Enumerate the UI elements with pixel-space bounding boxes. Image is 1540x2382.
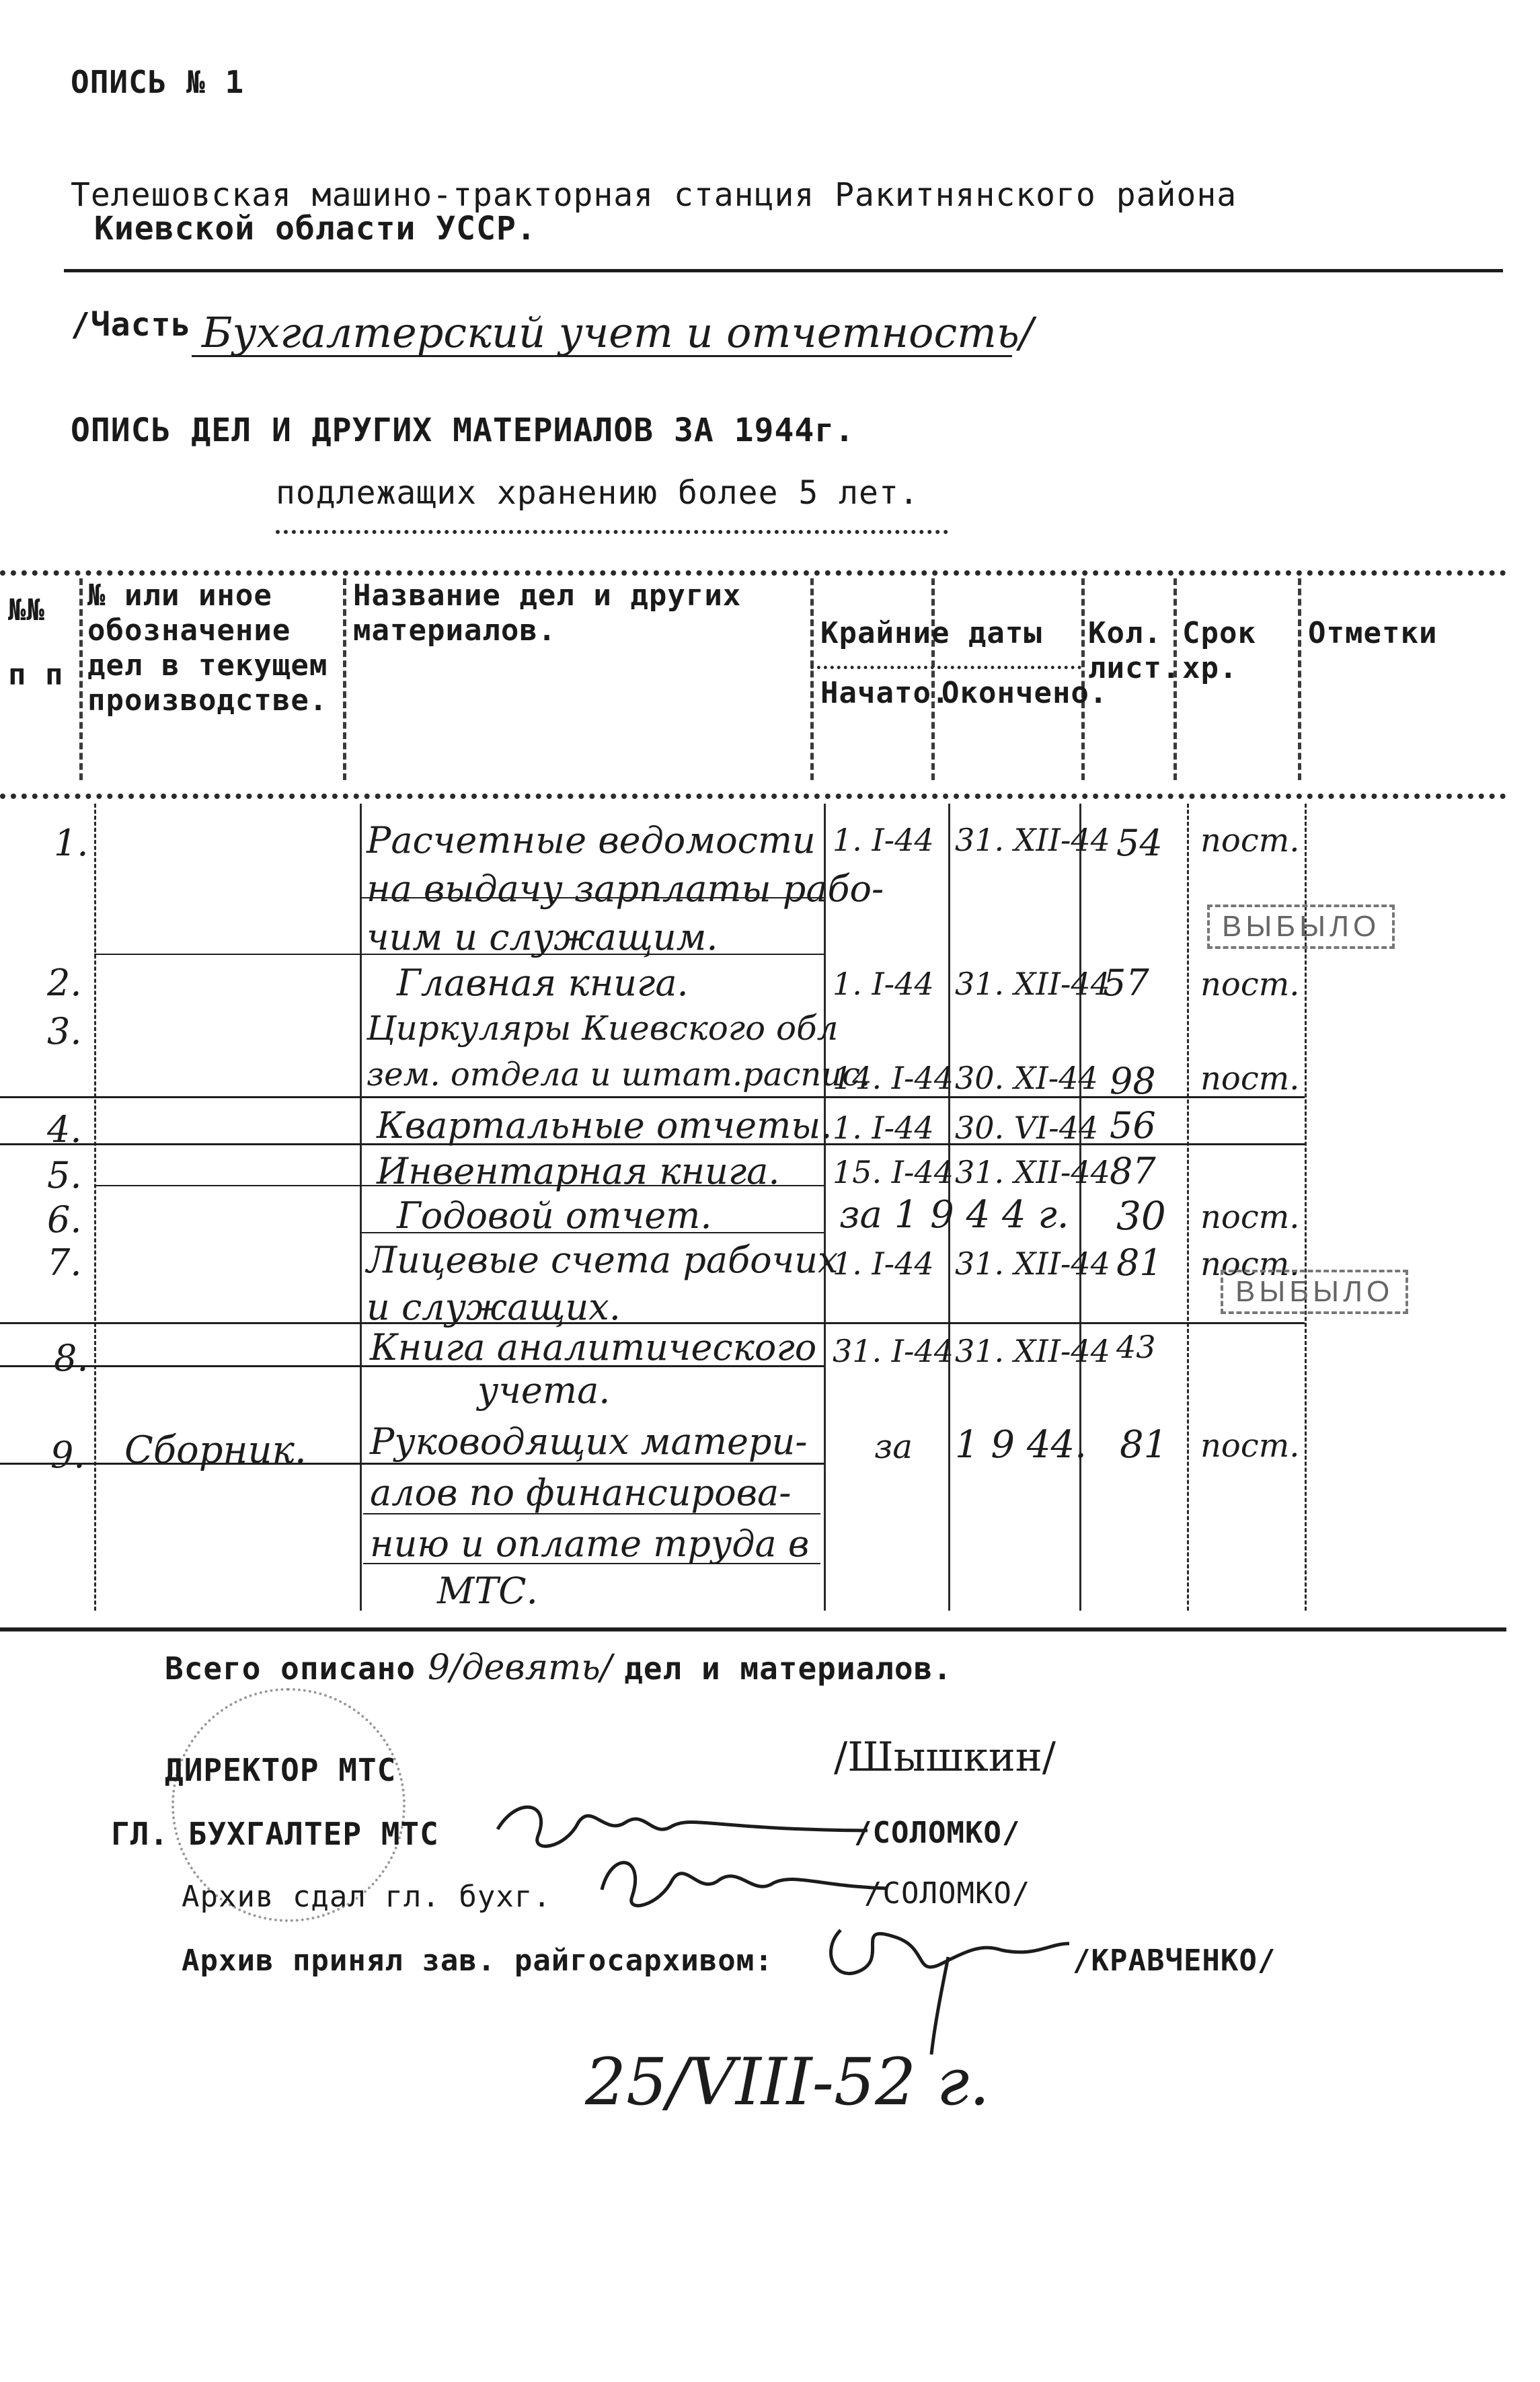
col-divider (360, 804, 362, 1611)
subtitle-dotted-rule (276, 530, 948, 534)
row-sheets: 98 (1110, 1060, 1156, 1102)
col-divider (824, 804, 826, 1611)
archive-took-label: Архив принял зав. райгосархивом: (182, 1944, 773, 1978)
col-divider (343, 578, 346, 780)
row-number: 8. (54, 1337, 89, 1379)
organization-line-2: Киевской области УССР. (94, 210, 537, 247)
col-divider (79, 578, 83, 780)
row-number: 5. (47, 1154, 82, 1196)
row-sheets: 57 (1103, 962, 1149, 1004)
row-end-date: 31. XII-44 (955, 822, 1110, 858)
row-sheets: 30 (1116, 1193, 1166, 1239)
director-name: /Шышкин/ (834, 1734, 1056, 1781)
row-rule (360, 1232, 824, 1233)
row-end-date: 31. XII-44 (955, 1245, 1110, 1282)
director-label: ДИРЕКТОР МТС (165, 1752, 397, 1788)
row-rule (94, 1185, 824, 1186)
archive-took-name: /КРАВЧЕНКО/ (1073, 1944, 1276, 1978)
row-term: пост. (1200, 966, 1300, 1003)
row-rule (360, 897, 824, 898)
part-underline (192, 355, 1012, 357)
col-header-sheets: Кол. лист. (1088, 616, 1181, 685)
total-suffix: дел и материалов. (624, 1650, 953, 1687)
row-name: Расчетные ведомости (367, 819, 816, 861)
row-end-date: 31. XII-44 (955, 1154, 1110, 1190)
col-divider (810, 578, 814, 780)
row-sheets: 81 (1116, 1241, 1163, 1284)
row-start-date: 15. I-44 (833, 1154, 954, 1190)
row-start-date: 1. I-44 (833, 966, 934, 1002)
row-start-date: 1. I-44 (833, 1245, 934, 1282)
row-start-date: 31. I-44 (833, 1333, 954, 1369)
row-rule (94, 954, 824, 955)
archive-gave-label: Архив сдал гл. бухг. (182, 1880, 551, 1914)
col-divider (94, 804, 96, 1611)
row-rule (363, 1563, 820, 1564)
row-term: пост. (1200, 1198, 1300, 1236)
row-end-date: 30. VI-44 (955, 1110, 1099, 1146)
row-name: зем. отдела и штат.распис. (367, 1056, 871, 1093)
row-end-date: 1 9 44. (955, 1423, 1087, 1467)
total-label: Всего описано (165, 1650, 416, 1687)
organization-line-1: Телешовская машино-тракторная станция Ракитнянского района (71, 176, 1237, 214)
row-index: Сборник. (124, 1428, 307, 1472)
row-name: Квартальные отчеты. (377, 1104, 833, 1147)
row-number: 6. (47, 1198, 82, 1241)
row-name: Годовой отчет. (397, 1194, 712, 1237)
col-header-name: Название дел и других материалов. (353, 578, 742, 648)
row-start-date: 1. I-44 (833, 822, 934, 858)
row-name: Инвентарная книга. (377, 1150, 780, 1192)
col-header-number: №№ п п (8, 593, 64, 692)
row-rule (0, 1322, 1305, 1324)
row-number: 2. (47, 962, 82, 1004)
row-sheets: 81 (1120, 1423, 1168, 1467)
row-number: 9. (50, 1434, 85, 1476)
row-number: 3. (47, 1010, 82, 1052)
row-name: Главная книга. (397, 962, 689, 1004)
row-end-date: 31. XII-44 (955, 1333, 1110, 1369)
row-name: Книга аналитического (370, 1326, 817, 1369)
row-number: 1. (54, 822, 89, 864)
col-header-dates: Крайние даты (820, 616, 1042, 650)
row-name: и служащих. (367, 1286, 621, 1328)
part-label: /Часть (71, 306, 192, 344)
col-header-notes: Отметки (1308, 616, 1438, 650)
archive-took-signature (814, 1903, 1069, 2058)
row-name: на выдачу зарплаты рабо- (367, 868, 884, 910)
document-title: ОПИСЬ № 1 (71, 64, 245, 100)
row-name: Циркуляры Киевского обл (367, 1009, 839, 1048)
row-name: Лицевые счета рабочих (367, 1239, 839, 1281)
col-divider (1187, 804, 1189, 1611)
row-name: учета. (477, 1369, 611, 1412)
table-top-rule (0, 570, 1506, 576)
row-number: 4. (47, 1108, 82, 1151)
row-name: Руководящих матери- (370, 1420, 808, 1463)
col-header-start: Начато. (820, 676, 950, 710)
row-name: МТС. (437, 1570, 538, 1612)
withdrawn-stamp: ВЫБЫЛО (1221, 1270, 1408, 1314)
table-header-bottom-rule (0, 794, 1506, 799)
col-header-term: Срок хр. (1182, 616, 1256, 685)
total-value: 9/девять/ (428, 1648, 613, 1688)
row-rule (0, 1463, 824, 1465)
col-header-index: № или иное обозначение дел в текущем производстве. (87, 578, 328, 718)
row-start-date: 14. I-44 (833, 1060, 954, 1096)
row-start-date: за (874, 1427, 913, 1466)
col-header-end: Окончено. (941, 676, 1108, 710)
row-term: пост. (1200, 1060, 1300, 1098)
row-term: пост. (1200, 1245, 1300, 1283)
row-term: пост. (1200, 822, 1300, 859)
row-sheets: 56 (1110, 1104, 1156, 1147)
table-bottom-rule (0, 1627, 1506, 1631)
archive-gave-name: /СОЛОМКО/ (864, 1876, 1031, 1911)
col-divider (1079, 804, 1081, 1611)
row-rule (363, 1513, 820, 1514)
withdrawn-stamp: ВЫБЫЛО (1207, 905, 1395, 949)
row-start-date: за 1 9 4 4 г. (839, 1193, 1069, 1237)
row-sheets: 43 (1116, 1329, 1156, 1365)
row-name: алов по финансирова- (370, 1471, 792, 1514)
row-number: 7. (47, 1241, 82, 1284)
total-line (165, 1648, 952, 1688)
row-sheets: 54 (1116, 822, 1163, 864)
header-rule (64, 269, 1503, 272)
accountant-label: ГЛ. БУХГАЛТЕР МТС (111, 1816, 439, 1852)
row-term: пост. (1200, 1427, 1300, 1465)
row-name: нию и оплате труда в (370, 1523, 810, 1565)
row-name: чим и служащим. (367, 916, 718, 958)
row-sheets: 87 (1110, 1150, 1156, 1192)
inventory-subtitle: подлежащих хранению более 5 лет. (276, 474, 919, 512)
row-rule (0, 1143, 1305, 1145)
row-rule (0, 1365, 824, 1367)
row-rule (0, 1096, 1305, 1098)
row-end-date: 30. XI-44 (955, 1060, 1098, 1096)
row-end-date: 31. XII-44 (955, 966, 1110, 1002)
accountant-name: /СОЛОМКО/ (854, 1816, 1021, 1850)
row-start-date: 1. I-44 (833, 1110, 934, 1146)
dates-subheader-rule (810, 666, 1081, 669)
inventory-title: ОПИСЬ ДЕЛ И ДРУГИХ МАТЕРИАЛОВ ЗА 1944г. (71, 412, 855, 449)
handwritten-date: 25/VIII-52 г. (585, 2044, 990, 2120)
col-divider (1298, 578, 1301, 780)
part-value: Бухгалтерский учет и отчетность/ (202, 308, 1034, 357)
